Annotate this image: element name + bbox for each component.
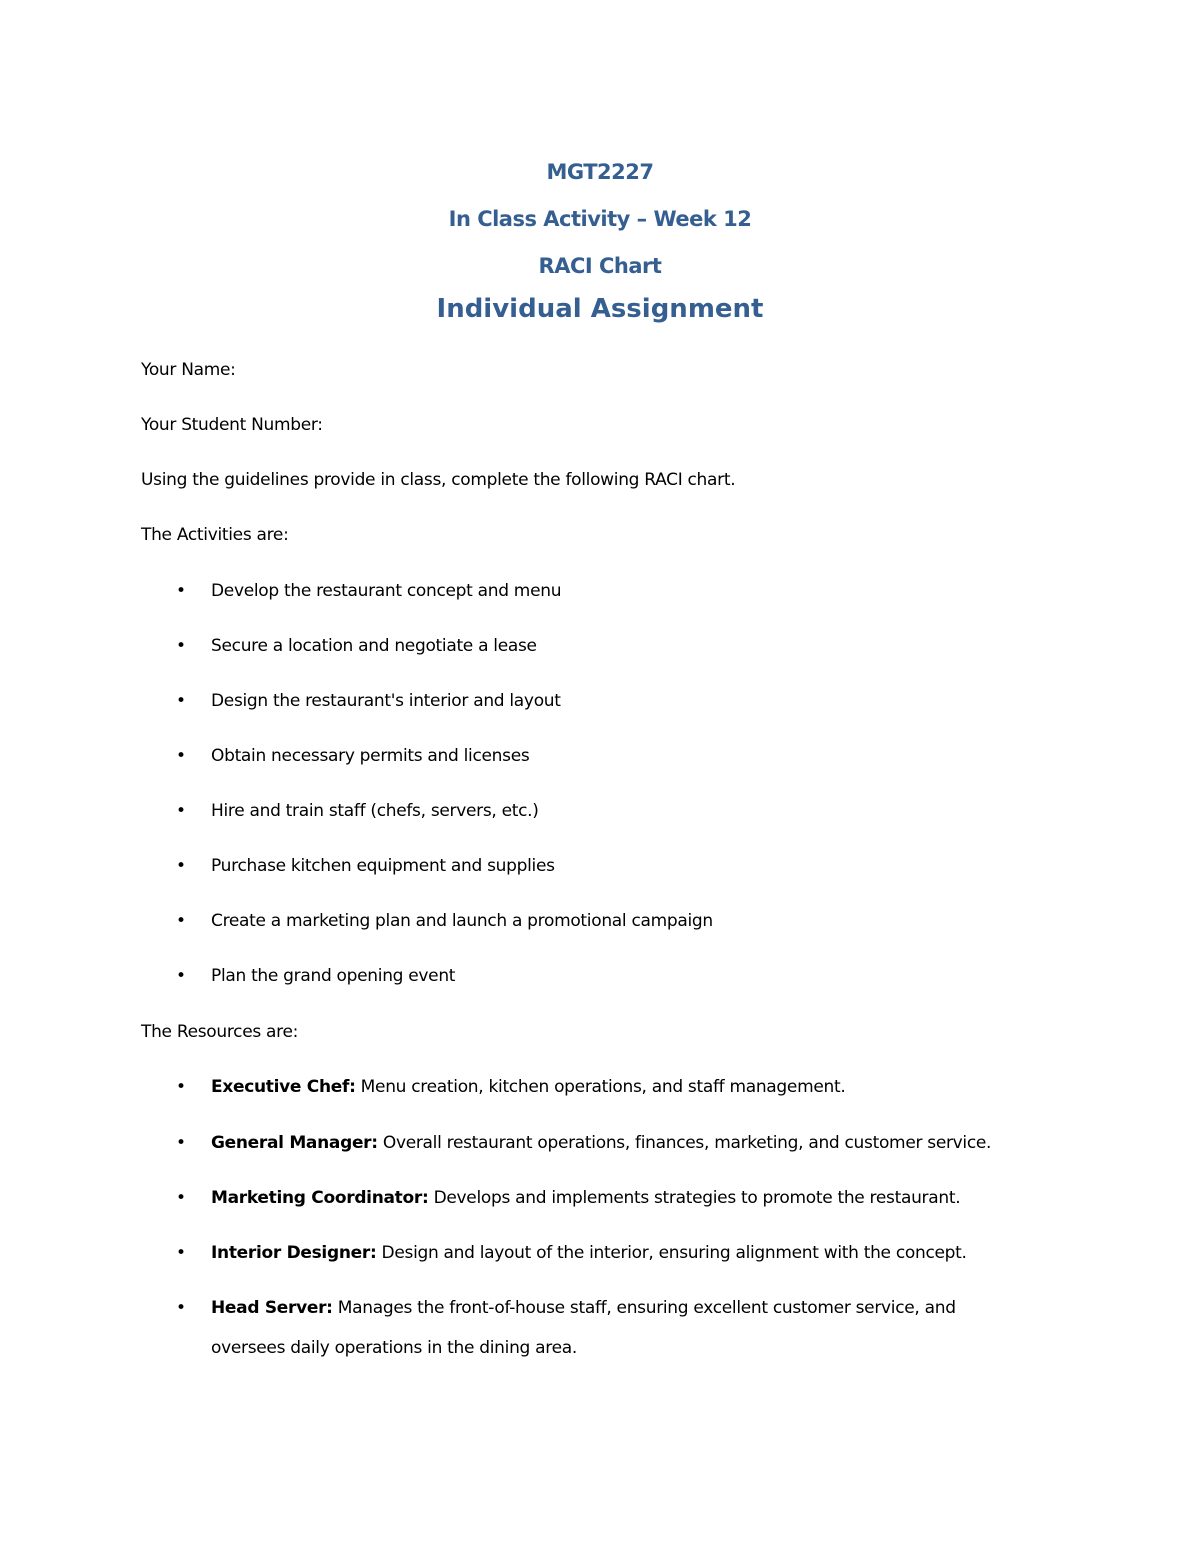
activity-text: Obtain necessary permits and licenses xyxy=(211,746,530,766)
resource-description: Manages the front-of-house staff, ensuring excellent customer service, and oversees daily operations in the dining area. xyxy=(211,1298,956,1358)
activity-text: Purchase kitchen equipment and supplies xyxy=(211,856,555,876)
bullet-icon: • xyxy=(176,1298,186,1318)
resource-item xyxy=(176,1067,1016,1107)
resource-description: Develops and implements strategies to promote the restaurant. xyxy=(428,1188,961,1208)
activity-item xyxy=(176,901,1016,941)
bullet-icon: • xyxy=(176,801,186,821)
bullet-icon: • xyxy=(176,1133,186,1153)
resource-item xyxy=(176,1288,1016,1368)
resource-role: General Manager: xyxy=(211,1133,378,1153)
bullet-icon: • xyxy=(176,691,186,711)
bullet-icon: • xyxy=(176,1243,186,1263)
name-label: Your Name: xyxy=(141,360,236,380)
activity-text: Plan the grand opening event xyxy=(211,966,456,986)
bullet-icon: • xyxy=(176,966,186,986)
activity-item xyxy=(176,846,1016,886)
bullet-icon: • xyxy=(176,636,186,656)
topic-title: RACI Chart xyxy=(538,254,662,278)
student-number-label: Your Student Number: xyxy=(141,415,323,435)
bullet-icon: • xyxy=(176,1188,186,1208)
assignment-type: Individual Assignment xyxy=(436,294,764,324)
activity-item xyxy=(176,791,1016,831)
activity-item xyxy=(176,571,1016,611)
bullet-icon: • xyxy=(176,856,186,876)
resource-description: Overall restaurant operations, finances, marketing, and customer service. xyxy=(377,1133,992,1153)
activities-heading: The Activities are: xyxy=(141,525,289,545)
resource-role: Head Server: xyxy=(211,1298,333,1318)
activity-text: Secure a location and negotiate a lease xyxy=(211,636,537,656)
resource-item xyxy=(176,1233,1016,1273)
resource-role: Marketing Coordinator: xyxy=(211,1188,429,1208)
activity-title: In Class Activity – Week 12 xyxy=(448,207,752,231)
resource-role: Interior Designer: xyxy=(211,1243,377,1263)
activity-text: Develop the restaurant concept and menu xyxy=(211,581,562,601)
bullet-icon: • xyxy=(176,1077,186,1097)
resource-role: Executive Chef: xyxy=(211,1077,356,1097)
activity-item xyxy=(176,956,1016,996)
resource-item xyxy=(176,1178,1016,1218)
course-code: MGT2227 xyxy=(546,160,654,184)
instructions: Using the guidelines provide in class, complete the following RACI chart. xyxy=(141,470,736,490)
resource-description: Design and layout of the interior, ensuring alignment with the concept. xyxy=(376,1243,967,1263)
activity-text: Hire and train staff (chefs, servers, etc.) xyxy=(211,801,539,821)
activity-item xyxy=(176,626,1016,666)
activity-item xyxy=(176,681,1016,721)
activity-item xyxy=(176,736,1016,776)
bullet-icon: • xyxy=(176,581,186,601)
activity-text: Create a marketing plan and launch a promotional campaign xyxy=(211,911,713,931)
bullet-icon: • xyxy=(176,746,186,766)
bullet-icon: • xyxy=(176,911,186,931)
resources-heading: The Resources are: xyxy=(141,1022,299,1042)
activity-text: Design the restaurant's interior and layout xyxy=(211,691,561,711)
resource-description: Menu creation, kitchen operations, and staff management. xyxy=(355,1077,846,1097)
resource-item xyxy=(176,1123,1016,1163)
